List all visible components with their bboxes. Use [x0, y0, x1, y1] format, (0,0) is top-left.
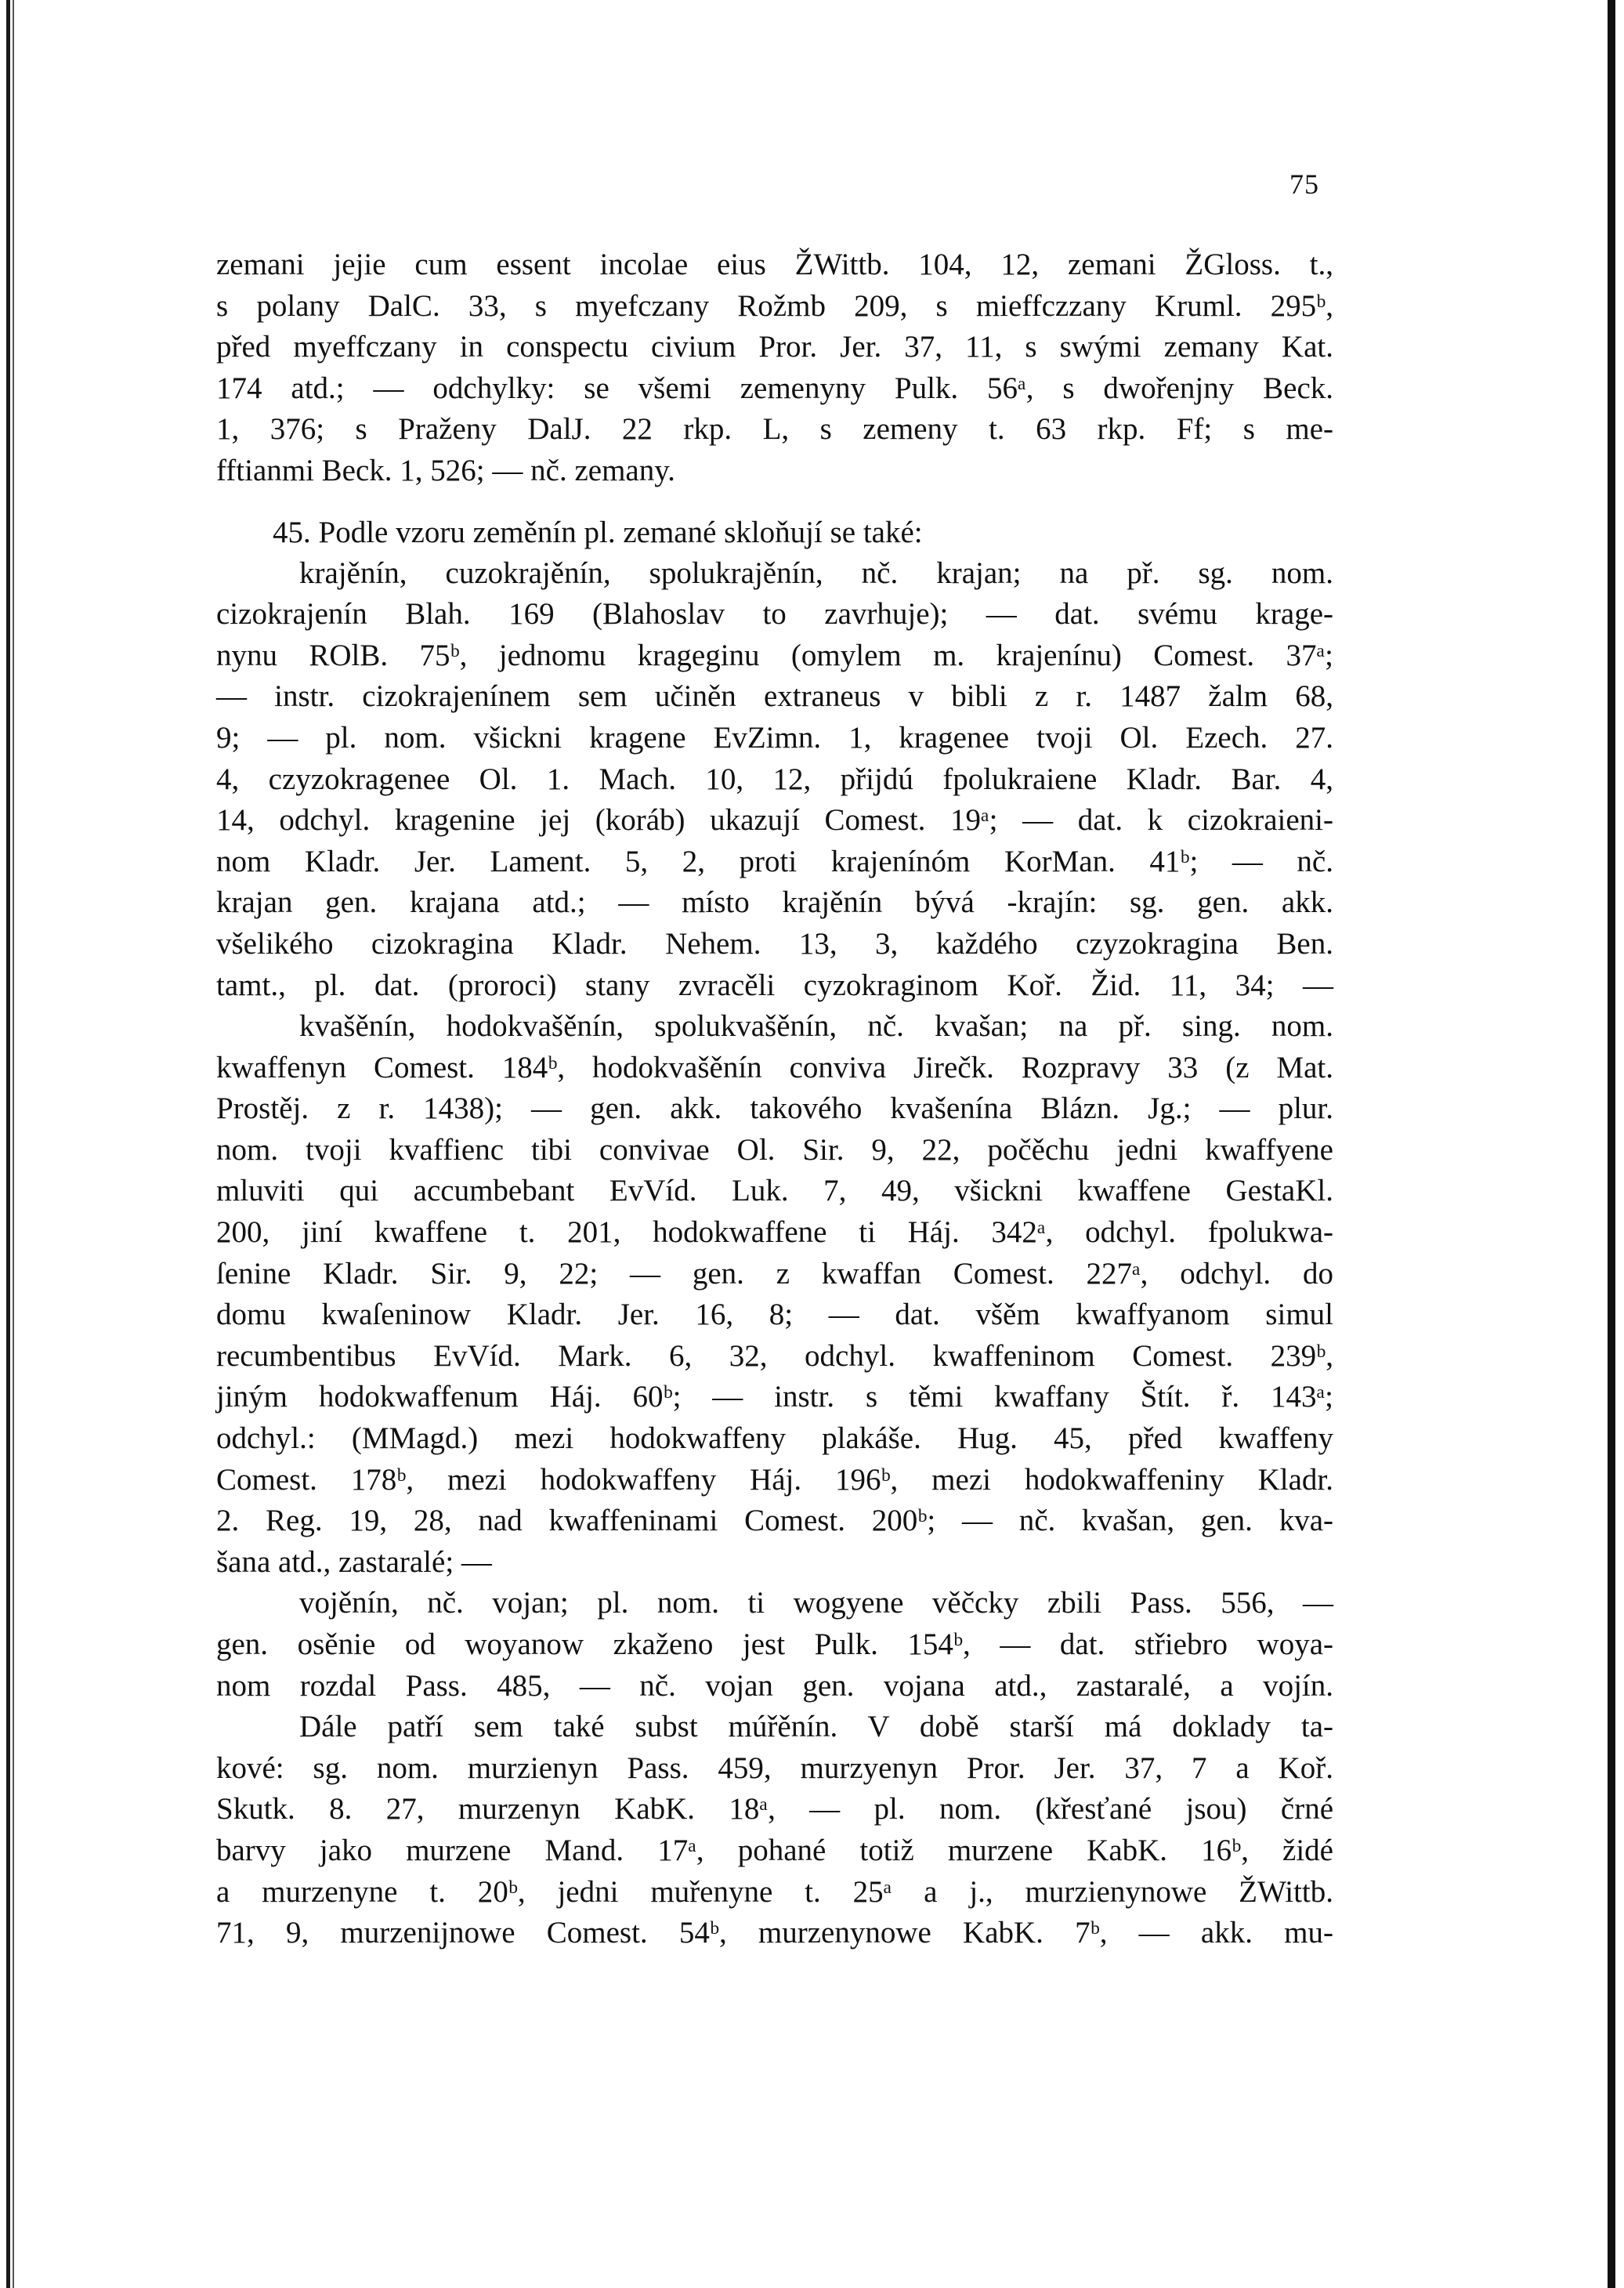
text-line: zemani jejie cum essent incolae eius ŽWittb. 104, 12, zemani ŽGloss. t.,: [216, 248, 1333, 281]
text-line: cizokrajenín Blah. 169 (Blahoslav to zavrhuje); — dat. svému krage-: [216, 597, 1333, 632]
text-line: recumbentibus EvVíd. Mark. 6, 32, odchyl. kwaffeninom Comest. 239ᵇ,: [216, 1338, 1333, 1373]
text-line: nom. tvoji kvaffienc tibi convivae Ol. Sir. 9, 22, počěchu jedni kwaffyene: [216, 1132, 1333, 1167]
text-line: Prostěj. z r. 1438); — gen. akk. takového kvašenína Blázn. Jg.; — plur.: [216, 1092, 1333, 1126]
text-line: domu kwaſeninow Kladr. Jer. 16, 8; — dat. všěm kwaffyanom simul: [216, 1298, 1333, 1332]
page-number: 75: [1289, 168, 1319, 200]
section-heading-45: 45. Podle vzoru zeměnín pl. zemané skloňují se také:: [273, 515, 923, 549]
text-line: mluviti qui accumbebant EvVíd. Luk. 7, 49, všickni kwaffene GestaKl.: [216, 1174, 1333, 1208]
body-text: [216, 244, 1333, 1954]
text-line: 200, jiní kwaffene t. 201, hodokwaffene ti Háj. 342ᵃ, odchyl. fpolukwa-: [216, 1215, 1333, 1250]
text-line: a murzenyne t. 20ᵇ, jedni muřenyne t. 25ᵃ a j., murzienynowe ŽWittb.: [216, 1874, 1333, 1909]
text-line: tamt., pl. dat. (proroci) stany zvracěli cyzokraginom Koř. Žid. 11, 34; —: [216, 968, 1333, 1002]
text-line: gen. osěnie od woyanow zkaženo jest Pulk. 154ᵇ, — dat. střiebro woya-: [216, 1627, 1333, 1661]
text-line: kvašěnín, hodokvašěnín, spolukvašěnín, nč. kvašan; na př. sing. nom.: [299, 1009, 1333, 1044]
text-line: 2. Reg. 19, 28, nad kwaffeninami Comest. 200ᵇ; — nč. kvašan, gen. kva-: [216, 1504, 1333, 1538]
text-line: 1, 376; s Praženy DalJ. 22 rkp. L, s zemeny t. 63 rkp. Ff; s me-: [216, 412, 1333, 447]
text-line: šana atd., zastaralé; —: [216, 1544, 492, 1579]
text-line: kové: sg. nom. murzienyn Pass. 459, murzyenyn Pror. Jer. 37, 7 a Koř.: [216, 1750, 1333, 1785]
text-line: všelikého cizokragina Kladr. Nehem. 13, 3, každého czyzokragina Ben.: [216, 926, 1333, 961]
text-line: 4, czyzokragenee Ol. 1. Mach. 10, 12, přijdú fpolukraiene Kladr. Bar. 4,: [216, 762, 1333, 796]
text-line: ſenine Kladr. Sir. 9, 22; — gen. z kwaffan Comest. 227ᵃ, odchyl. do: [216, 1256, 1333, 1291]
text-line: krajěnín, cuzokrajěnín, spolukrajěnín, nč. krajan; na př. sg. nom.: [299, 556, 1333, 590]
text-line: Dále patří sem také subst múřěnín. V době starší má doklady ta-: [299, 1710, 1333, 1744]
text-line: barvy jako murzene Mand. 17ᵃ, pohané totiž murzene KabK. 16ᵇ, židé: [216, 1833, 1333, 1867]
text-line: Comest. 178ᵇ, mezi hodokwaffeny Háj. 196ᵇ, mezi hodokwaffeniny Kladr.: [216, 1462, 1333, 1497]
text-line: před myeffczany in conspectu civium Pror. Jer. 37, 11, s swými zemany Kat.: [216, 330, 1333, 364]
text-line: 174 atd.; — odchylky: se všemi zemenyny Pulk. 56ᵃ, s dwořenjny Beck.: [216, 371, 1333, 405]
text-line: nom Kladr. Jer. Lament. 5, 2, proti krajenínóm KorMan. 41ᵇ; — nč.: [216, 844, 1333, 878]
text-line: Skutk. 8. 27, murzenyn KabK. 18ᵃ, — pl. nom. (křesťané jsou) črné: [216, 1792, 1333, 1826]
text-line: 14, odchyl. kragenine jej (koráb) ukazují Comest. 19ᵃ; — dat. k cizokraieni-: [216, 803, 1333, 838]
text-line: s polany DalC. 33, s myefczany Rožmb 209, s mieffczzany Kruml. 295ᵇ,: [216, 288, 1333, 323]
text-line: nom rozdal Pass. 485, — nč. vojan gen. vojana atd., zastaralé, a vojín.: [216, 1668, 1333, 1703]
page-edge-left: [6, 0, 10, 2288]
page-edge-right: [1608, 0, 1615, 2288]
text-line: kwaffenyn Comest. 184ᵇ, hodokvašěnín conviva Jirečk. Rozpravy 33 (z Mat.: [216, 1050, 1333, 1084]
text-line: krajan gen. krajana atd.; — místo krajěnín bývá -krajín: sg. gen. akk.: [216, 885, 1333, 920]
text-line: jiným hodokwaffenum Háj. 60ᵇ; — instr. s těmi kwaffany Štít. ř. 143ᵃ;: [216, 1380, 1333, 1414]
text-line: 9; — pl. nom. všickni kragene EvZimn. 1, kragenee tvoji Ol. Ezech. 27.: [216, 720, 1333, 755]
text-line: — instr. cizokrajenínem sem učiněn extraneus v bibli z r. 1487 žalm 68,: [216, 679, 1333, 714]
text-line: fftianmi Beck. 1, 526; — nč. zemany.: [216, 453, 675, 487]
text-line: odchyl.: (MMagd.) mezi hodokwaffeny plakáše. Hug. 45, před kwaffeny: [216, 1421, 1333, 1456]
page-edge-left-inner: [13, 0, 14, 2288]
text-line: nynu ROlB. 75ᵇ, jednomu krageginu (omylem m. krajenínu) Comest. 37ᵃ;: [216, 638, 1333, 672]
text-line: 71, 9, murzenijnowe Comest. 54ᵇ, murzenynowe KabK. 7ᵇ, — akk. mu-: [216, 1916, 1333, 1950]
text-line: vojěnín, nč. vojan; pl. nom. ti wogyene věčcky zbili Pass. 556, —: [299, 1586, 1333, 1620]
